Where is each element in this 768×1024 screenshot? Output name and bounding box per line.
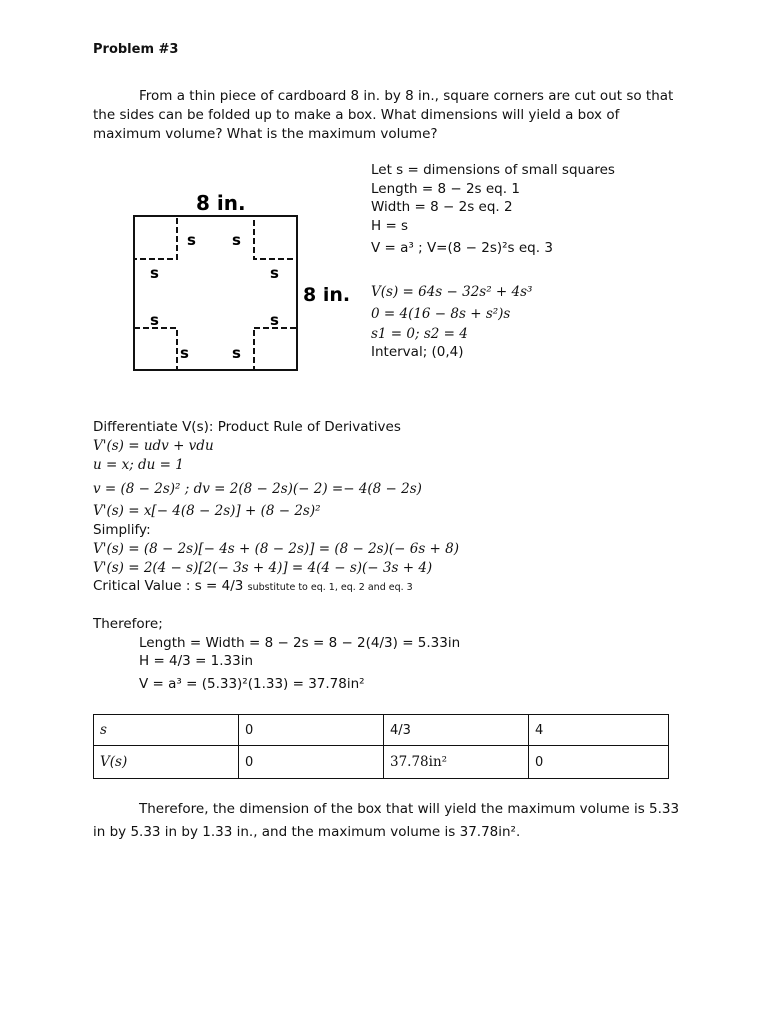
diagram-top-label: 8 in. (196, 191, 246, 215)
table-row (94, 715, 669, 746)
problem-statement: From a thin piece of cardboard 8 in. by 8 in., square corners are cut out so that the sides can be folded up to make a box. What dimensions will yield a box of maximum volume? What is the maximum volume? (93, 88, 674, 142)
s-label: s (180, 344, 189, 362)
corner-square-top-left (134, 216, 177, 259)
corner-square-top-right (254, 216, 297, 259)
volume-result: V = a³ = (5.33)²(1.33) = 37.78in² (139, 676, 365, 692)
volume-equation: V = a³ ; V=(8 − 2s)²s eq. 3 (371, 240, 553, 256)
let-definition: Let s = dimensions of small squares (371, 162, 615, 178)
cardboard-outline (134, 216, 297, 370)
table-cell: 0 (529, 746, 669, 779)
table-cell: V(s) (94, 746, 239, 779)
critical-value-text: Critical Value : s = 4/3 (93, 578, 244, 594)
corner-square-bottom-right (254, 328, 297, 370)
s-label: s (150, 264, 159, 282)
s-label: s (232, 231, 241, 249)
table-row (94, 746, 669, 779)
s-label: s (187, 231, 196, 249)
height-result: H = 4/3 = 1.33in (139, 653, 254, 669)
table-cell: 0 (239, 746, 384, 779)
critical-value-note: substitute to eq. 1, eq. 2 and eq. 3 (247, 582, 413, 593)
interval: Interval; (0,4) (371, 344, 464, 360)
s-label: s (270, 311, 279, 329)
s-label: s (232, 344, 241, 362)
simplify-label: Simplify: (93, 522, 151, 538)
width-equation: Width = 8 − 2s eq. 2 (371, 199, 513, 215)
problem-heading: Problem #3 (93, 42, 179, 57)
conclusion: Therefore, the dimension of the box that will yield the maximum volume is 5.33 in by 5.33 in by 1.33 in., and the maximum volume is 37.78in². (93, 801, 680, 840)
therefore-label: Therefore; (93, 616, 163, 632)
product-rule: V'(s) = udv + vdu (93, 438, 214, 454)
v-dv: v = (8 − 2s)² ; dv = 2(8 − 2s)(− 2) =− 4(8 − 2s) (93, 481, 422, 497)
results-table (93, 714, 669, 779)
diagram-side-label: 8 in. (303, 284, 351, 306)
s-label: s (150, 311, 159, 329)
table-cell: s (94, 715, 239, 746)
derivation-title: Differentiate V(s): Product Rule of Derivatives (93, 419, 401, 435)
length-equation: Length = 8 − 2s eq. 1 (371, 181, 520, 197)
table-cell: 0 (239, 715, 384, 746)
u-du: u = x; du = 1 (93, 457, 184, 473)
cardboard-diagram (126, 188, 366, 378)
table-cell: 4/3 (384, 715, 529, 746)
volume-function: V(s) = 64s − 32s² + 4s³ (371, 284, 533, 300)
derivative-simplified-1: V'(s) = (8 − 2s)[− 4s + (8 − 2s)] = (8 − 2s)(− 6s + 8) (93, 541, 459, 557)
height-equation: H = s (371, 218, 409, 234)
derivative-simplified-2: V'(s) = 2(4 − s)[2(− 3s + 4)] = 4(4 − s)(− 3s + 4) (93, 560, 433, 576)
s-label: s (270, 264, 279, 282)
length-width-result: Length = Width = 8 − 2s = 8 − 2(4/3) = 5.33in (139, 635, 461, 651)
volume-zero-equation: 0 = 4(16 − 8s + s²)s (371, 306, 511, 322)
derivative-expression: V'(s) = x[− 4(8 − 2s)] + (8 − 2s)² (93, 503, 321, 519)
table-cell: 37.78in² (384, 746, 529, 779)
corner-square-bottom-left (134, 328, 177, 370)
table-cell: 4 (529, 715, 669, 746)
critical-value (93, 578, 413, 594)
roots: s1 = 0; s2 = 4 (371, 326, 468, 342)
